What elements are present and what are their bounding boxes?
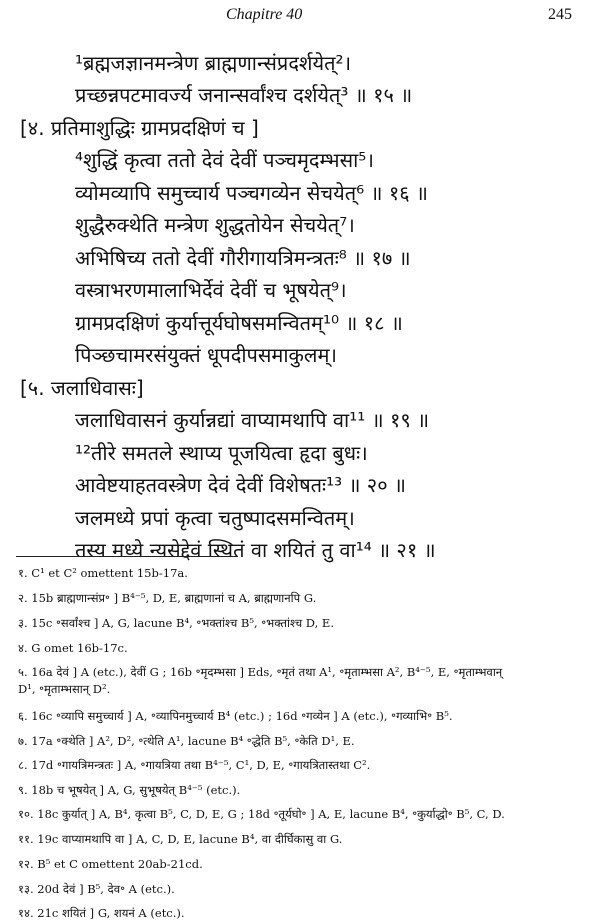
page-number: 245 [548, 6, 572, 23]
footnote: ७. 17a ॰क्थेति ] A², D², ॰त्थेति A¹, lacune B⁴ ॰द्धेति B⁵, ॰केति D¹, E. [18, 734, 355, 748]
section-heading: [५. जलाधिवासः] [20, 376, 144, 400]
verse-line: जलमध्ये प्रपां कृत्वा चतुष्पादसमन्वितम्। [75, 506, 355, 530]
verse-line: ग्रामप्रदक्षिणं कुर्यात्तूर्यघोषसमन्वितम्¹⁰ ॥ १८ ॥ [75, 311, 403, 335]
running-head: Chapitre 40 [226, 6, 303, 23]
footnote: १४. 21c शयितं ] G, शयनं A (etc.). [18, 906, 185, 920]
verse-line: वस्त्राभरणमालाभिर्देवं देवीं च भूषयेत्⁹। [75, 278, 347, 302]
footnote: २. 15b ब्राह्मणान्संप्र॰ ] B⁴⁻⁵, D, E, ब्राह्मणानां च A, ब्राह्मणानपि G. [18, 591, 317, 605]
footnote-rule [16, 556, 238, 557]
footnote: ६. 16c ॰व्यापि समुच्चार्य ] A, ॰व्यापिनमुच्चार्य B⁴ (etc.) ; 16d ॰गव्येन ] A (etc.), ॰गव्याभि॰ B⁵. [18, 709, 453, 723]
section-heading: [४. प्रतिमाशुद्धिः ग्रामप्रदक्षिणं च ] [20, 116, 259, 140]
footnote: ११. 19c वाप्यामथापि वा ] A, C, D, E, lacune B⁴, वा दीर्घिकासु वा G. [18, 832, 343, 846]
footnote: ८. 17d ॰गायत्रिमन्त्रतः ] A, ॰गायत्रिया तथा B⁴⁻⁵, C¹, D, E, ॰गायत्रितास्तथा C². [18, 758, 371, 772]
verse-line: जलाधिवासनं कुर्यान्नद्यां वाप्यामथापि वा¹¹ ॥ १९ ॥ [75, 408, 430, 432]
page-header [0, 6, 600, 28]
footnote: १. C¹ et C² omettent 15b-17a. [18, 566, 188, 580]
verse-line: पिञ्छचामरसंयुक्तं धूपदीपसमाकुलम्। [75, 343, 337, 367]
footnote: १३. 20d देवं ] B⁵, देव॰ A (etc.). [18, 882, 175, 896]
verse-line: तस्य मध्ये न्यसेद्देवं स्थितं वा शयितं तु वा¹⁴ ॥ २१ ॥ [75, 538, 436, 562]
footnote-continuation: D¹, ॰मृताम्भसान् D². [18, 682, 111, 696]
verse-line: शुद्धैरुक्थेति मन्त्रेण शुद्धतोयेन सेचयेत्⁷। [75, 213, 355, 237]
verse-line: अभिषिच्य ततो देवीं गौरीगायत्रिमन्त्रतः⁸ ॥ १७ ॥ [75, 246, 411, 270]
verse-line: ⁴शुद्धिं कृत्वा ततो देवं देवीं पञ्चमृदम्भसा⁵। [75, 148, 374, 172]
verse-line: व्योमव्यापि समुच्चार्य पञ्चगव्येन सेचयेत्⁶ ॥ १६ ॥ [75, 181, 428, 205]
verse-line: ¹ब्रह्मजज्ञानमन्त्रेण ब्राह्मणान्संप्रदर्शयेत्²। [75, 51, 352, 75]
footnote: १२. B⁵ et C omettent 20ab-21cd. [18, 857, 203, 871]
footnote: ३. 15c ॰सर्वांश्च ] A, G, lacune B⁴, ॰भक्तांश्च B⁵, ॰भक्तांश्च D, E. [18, 616, 334, 630]
verse-line: प्रच्छन्नपटमावर्ज्य जनान्सर्वांश्च दर्शयेत्³ ॥ १५ ॥ [75, 83, 413, 107]
footnote: ४. G omet 16b-17c. [18, 641, 128, 655]
footnote: ९. 18b च भूषयेत् ] A, G, सुभूषयेत् B⁴⁻⁵ (etc.). [18, 783, 241, 797]
verse-line: ¹²तीरे समतले स्थाप्य पूजयित्वा हृदा बुधः। [75, 441, 368, 465]
footnote: १०. 18c कुर्यात् ] A, B⁴, कृत्वा B⁵, C, D, E, G ; 18d ॰तूर्यघो॰ ] A, E, lacune B⁴, ॰कुर्याद्धो॰ B⁵, C, D. [18, 807, 505, 821]
footnote: ५. 16a देवं ] A (etc.), देवीं G ; 16b ॰मृदम्भसा ] Eds, ॰मृतं तथा A¹, ॰मृताम्भसा A², B⁴⁻⁵, E, ॰मृताम्भवान् [18, 665, 503, 679]
verse-line: आवेष्टयाहतवस्त्रेण देवं देवीं विशेषतः¹³ ॥ २० ॥ [75, 473, 406, 497]
